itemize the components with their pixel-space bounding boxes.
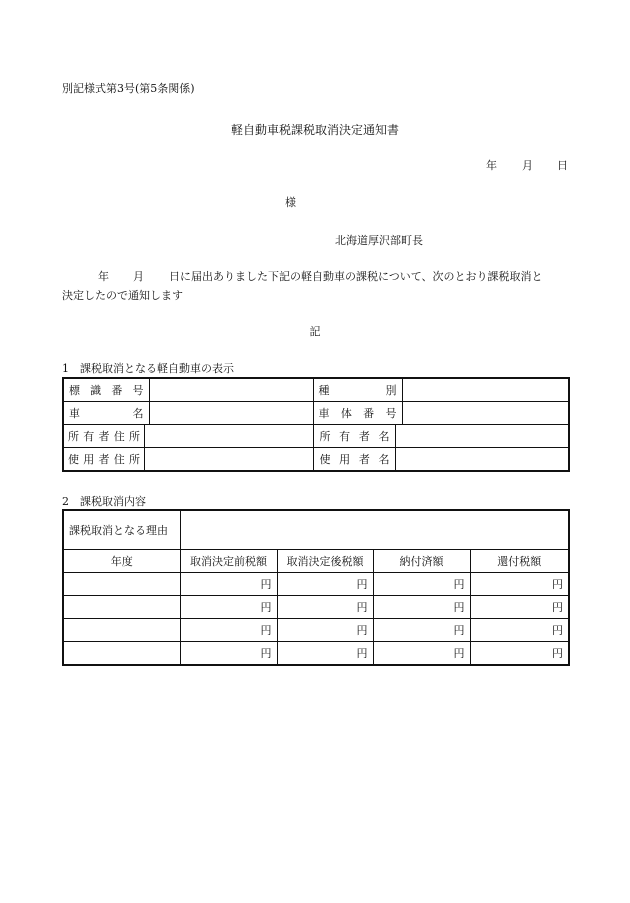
date-day: 日 (557, 159, 568, 172)
cancellation-table (62, 509, 570, 666)
col-paid-amount: 納付済額 (373, 550, 470, 573)
label-chassis-number: 車 体 番 号 (313, 402, 402, 425)
owner-name-cell (313, 425, 569, 448)
issuer: 北海道厚沢部町長 (335, 234, 423, 247)
cell-yen: 円 (180, 573, 277, 596)
cell-year (63, 642, 180, 666)
cell-yen: 円 (277, 573, 373, 596)
body-month: 月 (133, 270, 144, 283)
value-reason (180, 510, 569, 550)
cell-yen: 円 (373, 619, 470, 642)
cell-yen: 円 (180, 619, 277, 642)
table-row (63, 596, 569, 619)
label-owner-address: 所 有 者 住 所 (64, 425, 145, 447)
form-number: 別記様式第3号(第5条関係) (62, 82, 195, 95)
body-line2: 決定したので通知します (62, 289, 183, 302)
label-plate-number: 標 識 番 号 (63, 378, 149, 402)
body-line1: 日に届出ありました下記の軽自動車の課税について、次のとおり課税取消と (169, 270, 543, 283)
table-row (63, 642, 569, 666)
value-owner-name (396, 425, 569, 447)
table-row (63, 448, 569, 472)
header-row (63, 550, 569, 573)
user-address-cell (63, 448, 313, 472)
cell-yen: 円 (470, 596, 569, 619)
cell-year (63, 619, 180, 642)
section2-heading: 2 課税取消内容 (62, 495, 146, 508)
label-owner-name: 所 有 者 名 (314, 425, 396, 447)
date-month: 月 (522, 159, 533, 172)
vehicle-table (62, 377, 570, 472)
owner-address-cell (63, 425, 313, 448)
table-row (63, 402, 569, 425)
value-vehicle-class (402, 378, 569, 402)
label-vehicle-name: 車 名 (63, 402, 149, 425)
cell-year (63, 573, 180, 596)
value-plate-number (149, 378, 313, 402)
col-fiscal-year: 年度 (63, 550, 180, 573)
cell-yen: 円 (470, 642, 569, 666)
body-year: 年 (98, 270, 109, 283)
date-year: 年 (486, 159, 497, 172)
addressee-suffix: 様 (285, 196, 296, 209)
table-row (63, 573, 569, 596)
col-tax-before: 取消決定前税額 (180, 550, 277, 573)
table-row (63, 425, 569, 448)
value-owner-address (145, 425, 313, 447)
label-user-address: 使 用 者 住 所 (64, 448, 145, 470)
section1-heading: 1 課税取消となる軽自動車の表示 (62, 362, 234, 375)
value-user-address (145, 448, 313, 470)
label-user-name: 使 用 者 名 (314, 448, 396, 470)
document-title: 軽自動車税課税取消決定通知書 (230, 123, 399, 137)
value-vehicle-name (149, 402, 313, 425)
cell-yen: 円 (373, 596, 470, 619)
value-user-name (396, 448, 569, 470)
col-refund-amount: 還付税額 (470, 550, 569, 573)
table-row (63, 619, 569, 642)
reason-row (63, 510, 569, 550)
cell-yen: 円 (180, 596, 277, 619)
cell-yen: 円 (277, 619, 373, 642)
cell-yen: 円 (180, 642, 277, 666)
ki-mark: 記 (309, 325, 321, 338)
cell-year (63, 596, 180, 619)
table-row (63, 378, 569, 402)
cell-yen: 円 (470, 573, 569, 596)
col-tax-after: 取消決定後税額 (277, 550, 373, 573)
user-name-cell (313, 448, 569, 472)
label-vehicle-class: 種 別 (313, 378, 402, 402)
value-chassis-number (402, 402, 569, 425)
cell-yen: 円 (373, 642, 470, 666)
cell-yen: 円 (277, 642, 373, 666)
cell-yen: 円 (470, 619, 569, 642)
cell-yen: 円 (373, 573, 470, 596)
label-reason: 課税取消となる理由 (63, 510, 180, 550)
cell-yen: 円 (277, 596, 373, 619)
